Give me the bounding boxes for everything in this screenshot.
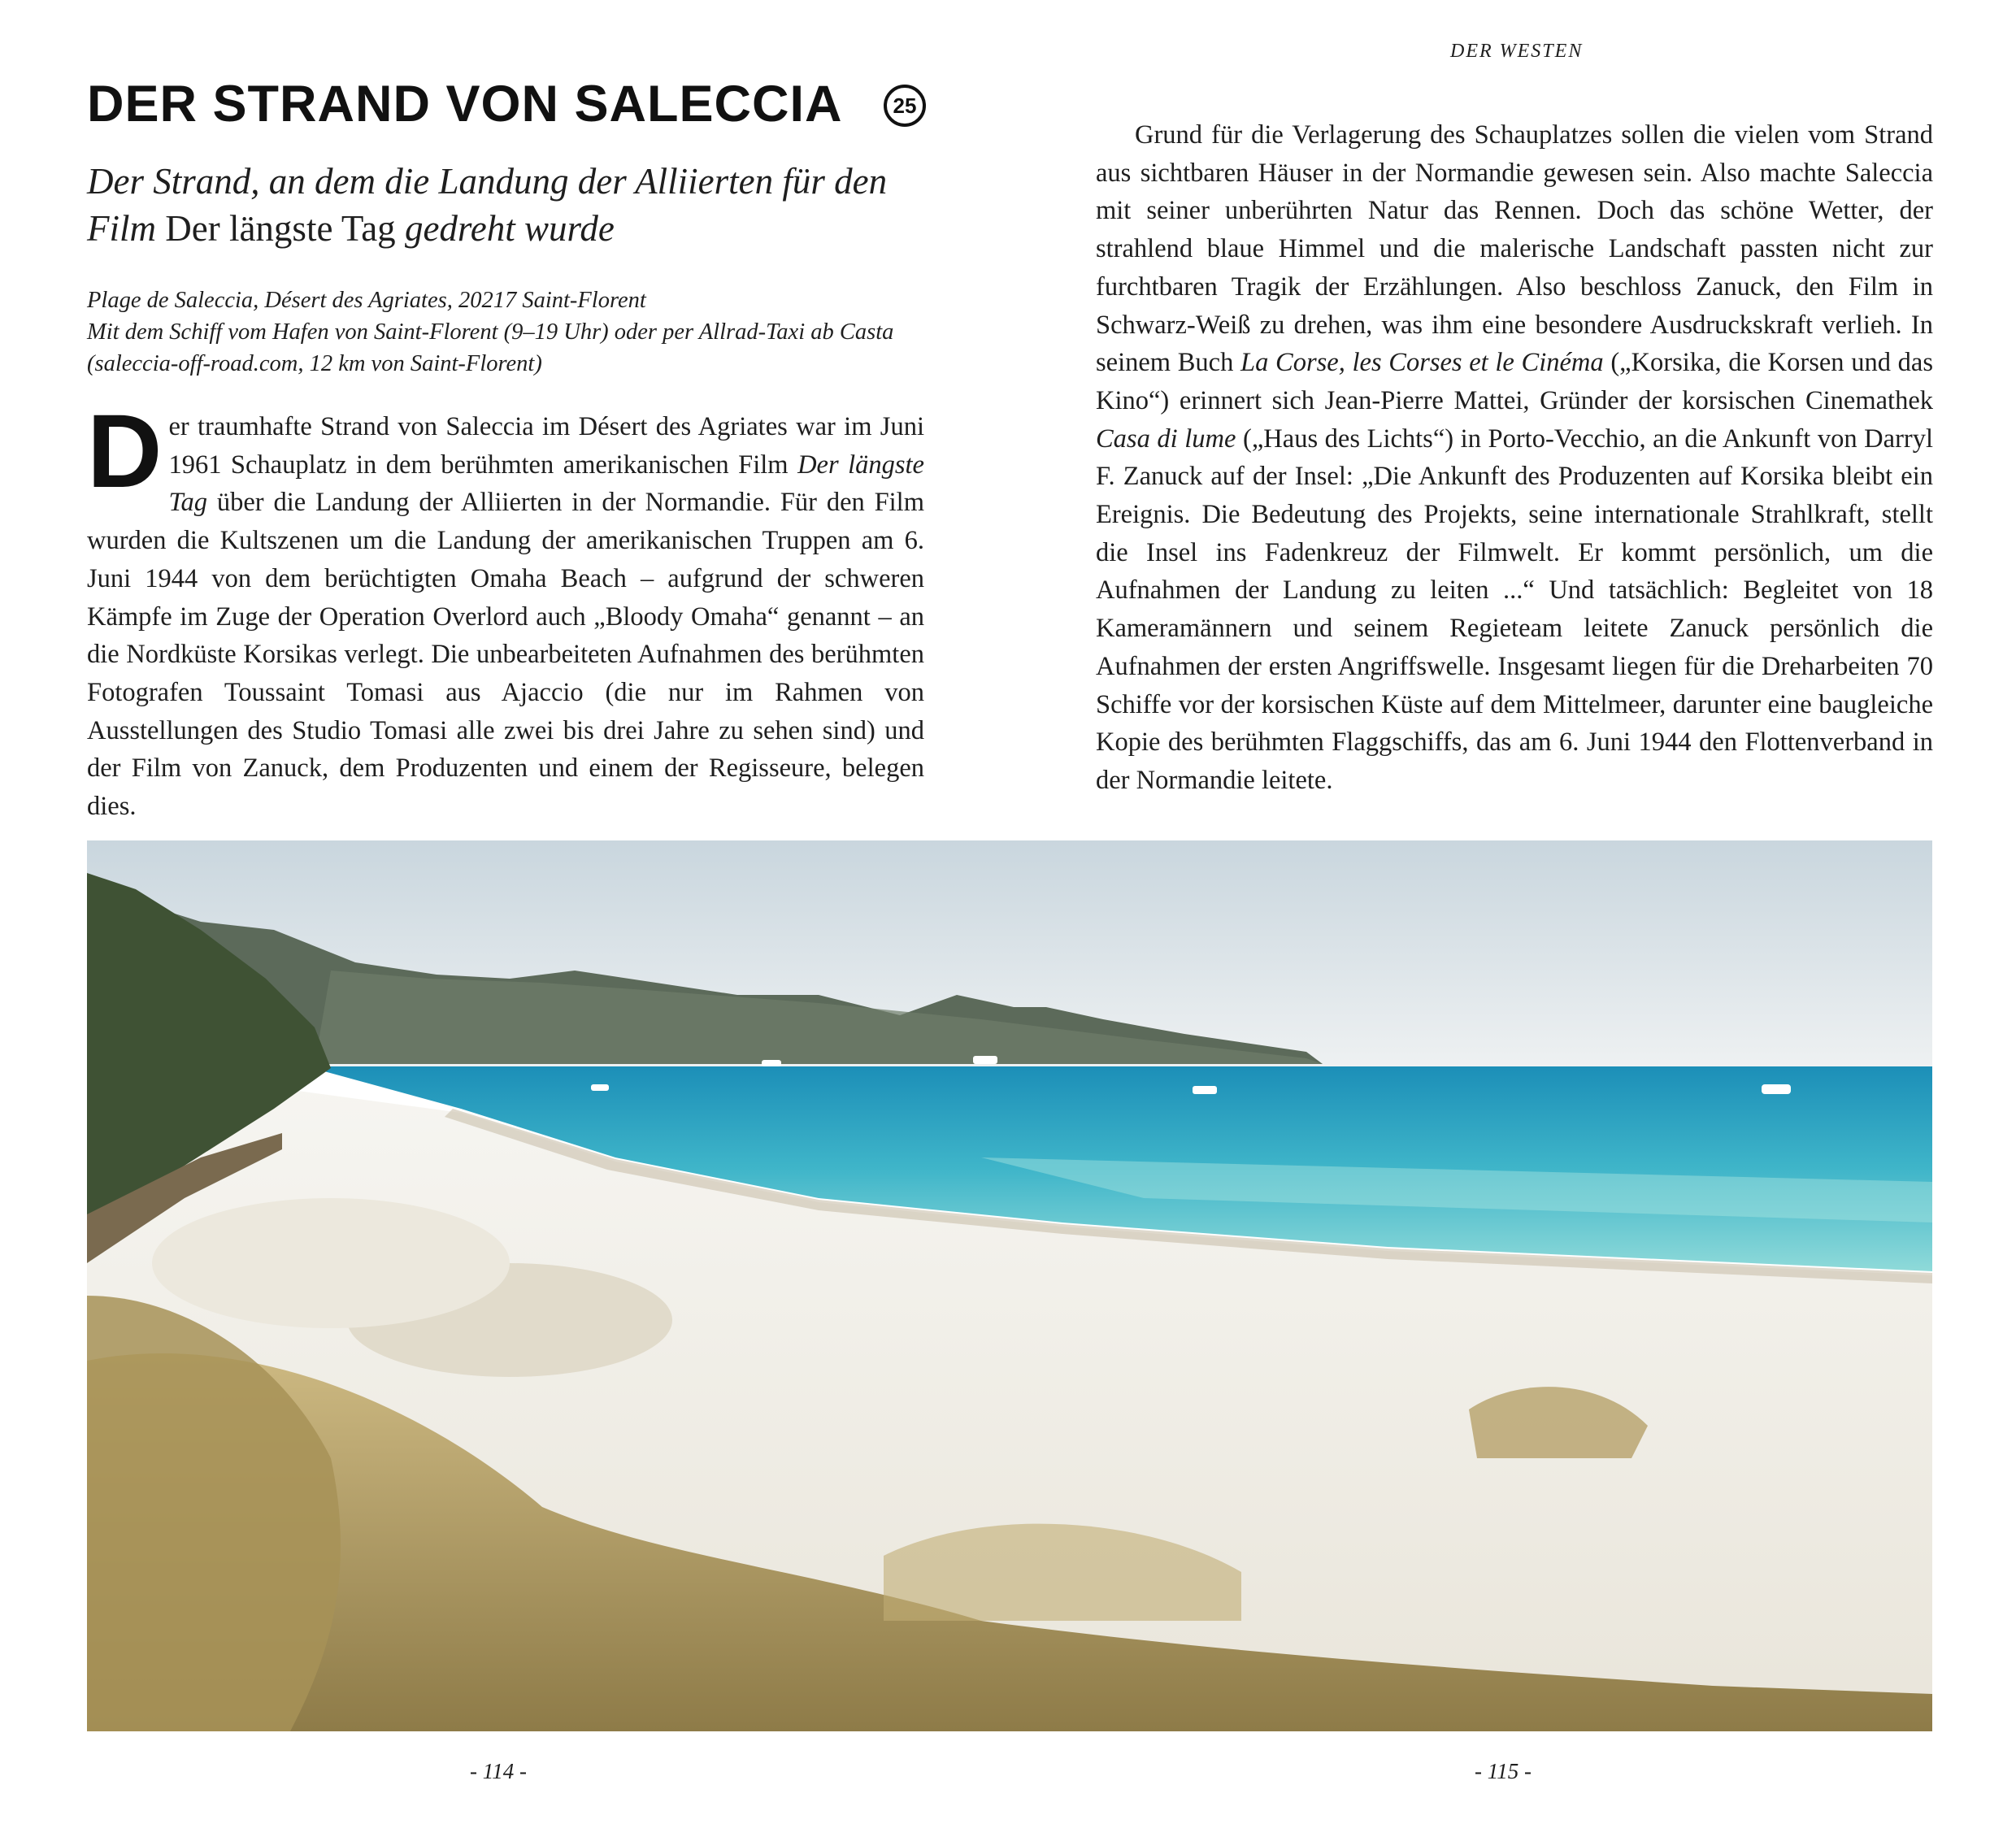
running-head: DER WESTEN <box>1450 41 1584 62</box>
right-text-column <box>1096 116 1933 800</box>
location-number-badge: 25 <box>884 85 926 127</box>
drop-cap: D <box>87 393 163 510</box>
subtitle-part-1: Der Strand, an dem die Landung der Alliierten für den Film <box>87 161 888 249</box>
left-paragraph <box>87 393 924 826</box>
subtitle <box>87 158 941 252</box>
left-text-b: über die Landung der Alliierten in der Normandie. Für den Film wurden die Kultszenen um die Landung der amerikanischen Truppen am 6. Juni 1944 von dem berüchtigten Omaha Beach – aufgrund der schweren Kämpfe im Zuge der Operation Overlord auch „Bloody Omaha“ genannt – an die Nordküste Korsikas verlegt. Die unbearbeiteten Aufnahmen des berühmten Fotografen Toussaint Tomasi aus Ajaccio (die nur im Rahmen von Ausstellungen des Studio Tomasi alle zwei bis drei Jahre zu sehen sind) und der Film von Zanuck, dem Produzenten und einem der Regisseure, belegen dies. <box>87 488 924 822</box>
page-number-left: - 114 - <box>470 1759 527 1783</box>
address-block <box>87 284 949 380</box>
right-text-c: („Haus des Lichts“) in Porto-Vecchio, an die Ankunft von Darryl F. Zanuck auf der Insel: „Die Ankunft des Produzenten auf Korsika bleibt ein Ereignis. Die Bedeutung des Projekts, seine internationale Strahlkraft, stellt die Insel ins Fadenkreuz der Filmwelt. Er kommt persönlich, um die Aufnahmen der Landung zu leiten ...“ Und tatsächlich: Begleitet von 18 Kameramännern und seinem Regieteam leitete Zanuck persönlich die Aufnahmen der ersten Angriffswelle. Insgesamt liegen für die Dreharbeiten 70 Schiffe vor der korsischen Küste auf dem Mittelmeer, darunter eine baugleiche Kopie des berühmten Flaggschiffs, das am 6. Juni 1944 den Flottenverband in der Normandie leitete. <box>1096 423 1934 795</box>
right-text-a: Grund für die Verlagerung des Schauplatzes sollen die vielen vom Strand aus sichtbaren Häuser in der Normandie gewesen sein. Also machte Saleccia mit seiner unberührten Natur das Rennen. Doch das schöne Wetter, der strahlend blaue Himmel und die malerische Landschaft passten nicht zur furchtbaren Tragik der Erzählungen. Also beschloss Zanuck, den Film in Schwarz-Weiß zu drehen, was ihm eine besondere Ausdruckskraft verlieh. In seinem Buch <box>1096 120 1933 378</box>
address-line: Plage de Saleccia, Désert des Agriates, 20217 Saint-Florent <box>87 288 646 313</box>
left-text-a: er traumhafte Strand von Saleccia im Désert des Agriates war im Juni 1961 Schauplatz in dem berühmten amerikanischen Film <box>168 412 924 480</box>
subtitle-film-title: Der längste Tag <box>165 208 396 249</box>
book-title: La Corse, les Corses et le Cinéma <box>1240 348 1604 378</box>
cinematheque-name: Casa di lume <box>1096 423 1236 454</box>
page-title: DER STRAND VON SALECCIA <box>87 76 843 132</box>
page-number-right: - 115 - <box>1475 1759 1532 1783</box>
right-text-b: („Korsika, die Korsen und das Kino“) erinnert sich Jean-Pierre Mattei, Gründer der korsischen Cinemathek <box>1096 348 1933 415</box>
left-text-column <box>87 393 924 826</box>
left-film-title: Der längste Tag <box>168 449 924 518</box>
subtitle-part-2: gedreht wurde <box>395 208 615 249</box>
right-paragraph <box>1096 116 1933 800</box>
directions-line: Mit dem Schiff vom Hafen von Saint-Florent (9–19 Uhr) oder per Allrad-Taxi ab Casta (saleccia-off-road.com, 12 km von Saint-Florent) <box>87 319 894 376</box>
beach-photo <box>87 840 1932 1731</box>
